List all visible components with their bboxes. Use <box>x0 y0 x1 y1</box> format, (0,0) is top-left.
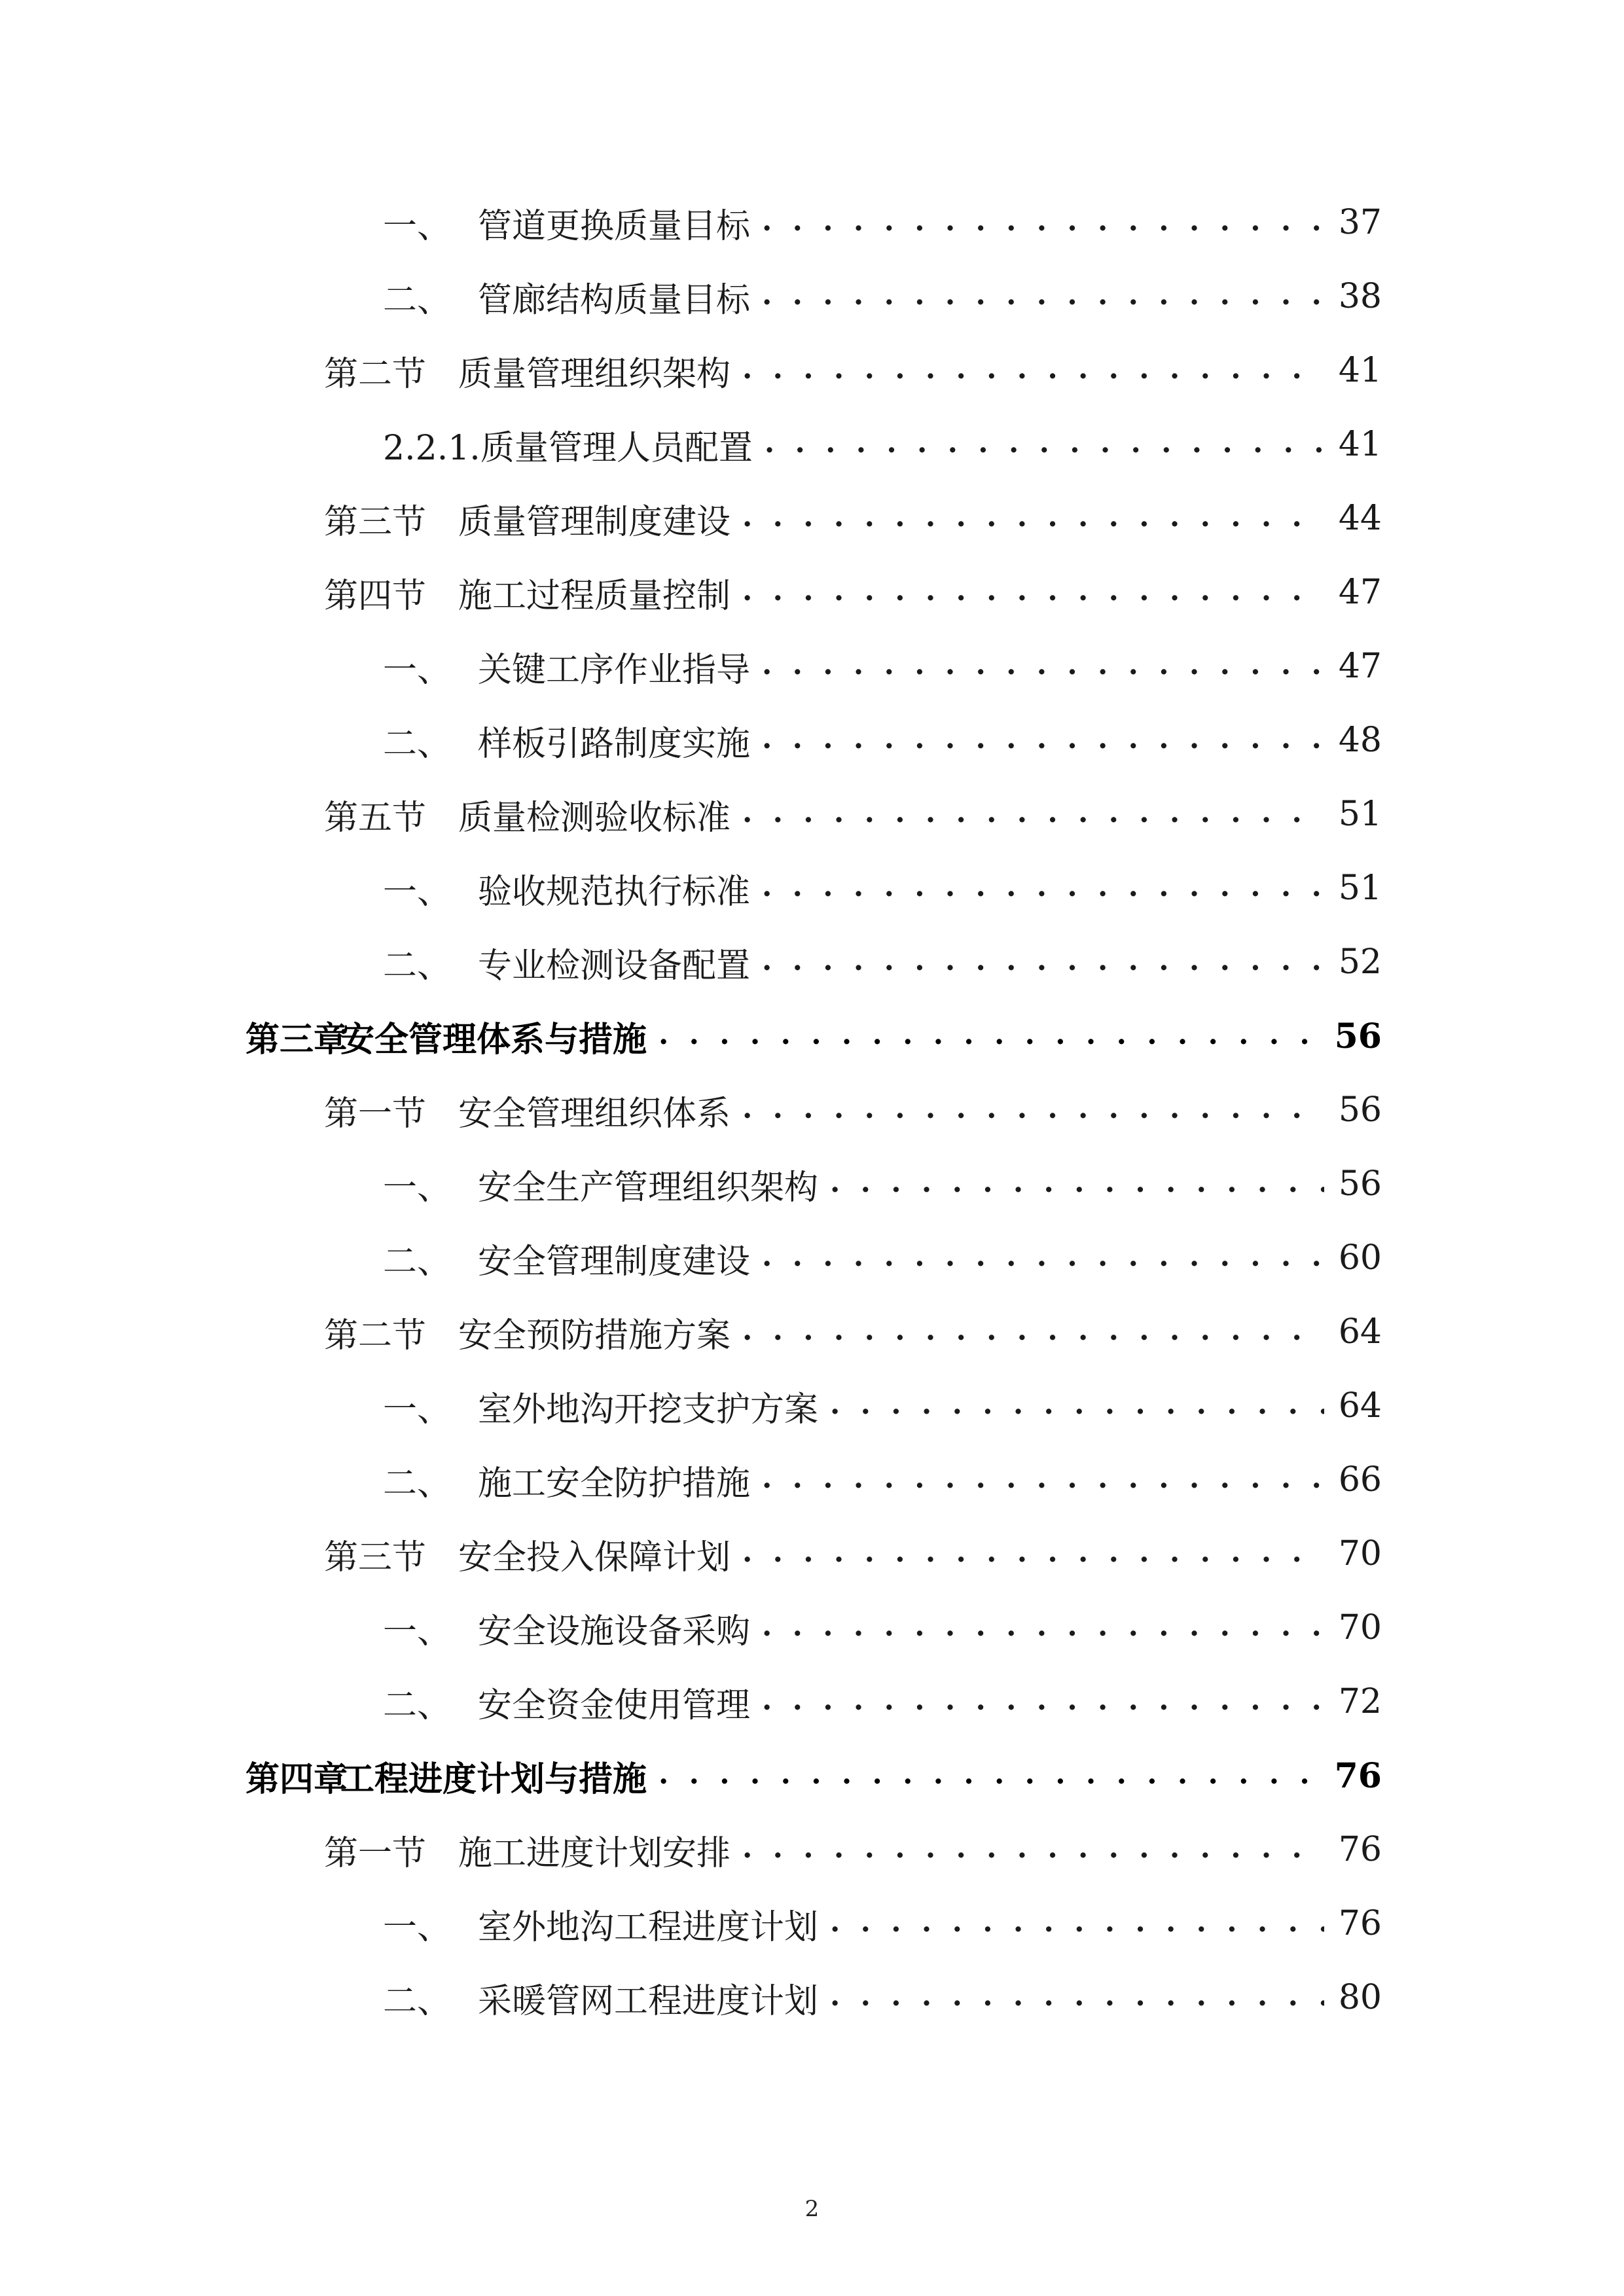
toc-entry[interactable] <box>383 193 1382 252</box>
toc-entry-page: 76 <box>1338 1830 1382 1869</box>
toc-entry[interactable] <box>383 1450 1382 1509</box>
toc-leader-dots <box>830 1164 1324 1204</box>
toc-entry-page: 37 <box>1338 203 1382 242</box>
toc-entry-number: 一、 <box>383 872 452 912</box>
toc-entry-title: 工程进度计划与措施 <box>340 1759 647 1799</box>
toc-entry-title: 施工进度计划安排 <box>458 1833 731 1873</box>
toc-entry-number: 第二节 <box>324 354 427 394</box>
toc-leader-dots <box>765 425 1324 464</box>
toc-entry-title: 管道更换质量目标 <box>478 206 751 246</box>
toc-leader-dots <box>830 1386 1324 1426</box>
toc-entry[interactable] <box>383 1968 1382 2027</box>
toc-leader-dots <box>742 1312 1324 1352</box>
toc-leader-dots <box>742 1830 1324 1869</box>
toc-leader-dots <box>762 203 1324 242</box>
toc-entry-number: 一、 <box>383 1390 452 1429</box>
toc-entry-title: 采暖管网工程进度计划 <box>478 1981 819 2021</box>
toc-entry-page: 76 <box>1334 1755 1382 1796</box>
toc-entry-title: 安全管理制度建设 <box>478 1242 751 1282</box>
toc-entry-title: 安全生产管理组织架构 <box>478 1168 819 1208</box>
toc-entry-title: 关键工序作业指导 <box>478 650 751 690</box>
toc-entry-page: 66 <box>1338 1460 1382 1499</box>
toc-entry[interactable] <box>383 1376 1382 1435</box>
toc-entry-number: 第四节 <box>324 576 427 616</box>
toc-chapter-entry[interactable] <box>245 1007 1382 1066</box>
toc-entry-page: 44 <box>1338 499 1382 538</box>
toc-entry-title: 安全资金使用管理 <box>478 1685 751 1725</box>
toc-entry-title: 施工过程质量控制 <box>458 576 731 616</box>
toc-entry-title: 质量检测验收标准 <box>458 798 731 838</box>
toc-leader-dots <box>742 351 1324 390</box>
toc-entry-number: 二、 <box>383 724 452 764</box>
toc-entry-number: 一、 <box>383 1907 452 1947</box>
toc-leader-dots <box>742 795 1324 834</box>
toc-entry-number: 第一节 <box>324 1094 427 1134</box>
toc-entry-number: 二、 <box>383 1685 452 1725</box>
toc-entry-title: 管廊结构质量目标 <box>478 280 751 320</box>
toc-entry-title: 安全投入保障计划 <box>458 1537 731 1577</box>
toc-entry-number: 第一节 <box>324 1833 427 1873</box>
toc-entry[interactable] <box>324 1081 1382 1139</box>
toc-entry-number: 第四章 <box>245 1759 348 1799</box>
toc-leader-dots <box>659 1756 1320 1795</box>
toc-entry[interactable] <box>324 341 1382 400</box>
toc-entry-title: 安全设施设备采购 <box>478 1611 751 1651</box>
toc-leader-dots <box>762 721 1324 760</box>
toc-entry-number: 第五节 <box>324 798 427 838</box>
toc-entry-number: 一、 <box>383 650 452 690</box>
toc-entry[interactable] <box>383 1894 1382 1953</box>
toc-entry[interactable] <box>383 711 1382 770</box>
toc-entry-page: 48 <box>1338 721 1382 760</box>
toc-entry-title: 施工安全防护措施 <box>478 1463 751 1503</box>
toc-entry[interactable] <box>324 1524 1382 1583</box>
toc-entry-number: 二、 <box>383 1463 452 1503</box>
toc-leader-dots <box>762 1682 1324 1721</box>
toc-entry-number: 第三章 <box>245 1019 348 1060</box>
toc-entry-page: 64 <box>1338 1312 1382 1352</box>
toc-leader-dots <box>742 1534 1324 1573</box>
toc-entry-title: 质量管理制度建设 <box>458 502 731 542</box>
toc-leader-dots <box>762 277 1324 316</box>
toc-entry[interactable] <box>324 785 1382 844</box>
toc-entry-page: 38 <box>1338 277 1382 316</box>
toc-leader-dots <box>742 573 1324 612</box>
toc-entry-number: 一、 <box>383 206 452 246</box>
toc-entry[interactable] <box>324 563 1382 622</box>
toc-entry[interactable] <box>383 1155 1382 1213</box>
toc-entry-title: 室外地沟开挖支护方案 <box>478 1390 819 1429</box>
toc-entry[interactable] <box>383 1598 1382 1657</box>
toc-entry-page: 51 <box>1338 795 1382 834</box>
toc-entry-page: 56 <box>1338 1090 1382 1130</box>
toc-leader-dots <box>742 499 1324 538</box>
toc-entry-title: 验收规范执行标准 <box>478 872 751 912</box>
toc-entry-page: 60 <box>1338 1238 1382 1278</box>
toc-leader-dots <box>762 1608 1324 1647</box>
toc-entry-page: 41 <box>1338 425 1382 464</box>
toc-entry-page: 52 <box>1338 942 1382 982</box>
toc-entry[interactable] <box>383 933 1382 992</box>
toc-entry[interactable] <box>383 1229 1382 1287</box>
toc-entry-page: 56 <box>1338 1164 1382 1204</box>
toc-entry[interactable] <box>383 415 1382 474</box>
toc-entry-title: 室外地沟工程进度计划 <box>478 1907 819 1947</box>
toc-entry-title: 安全管理体系与措施 <box>340 1019 647 1060</box>
toc-leader-dots <box>762 1238 1324 1278</box>
page-number: 2 <box>804 2196 820 2222</box>
toc-entry[interactable] <box>383 267 1382 326</box>
toc-entry-title: 专业检测设备配置 <box>478 946 751 986</box>
toc-entry[interactable] <box>383 637 1382 696</box>
toc-leader-dots <box>742 1090 1324 1130</box>
toc-entry[interactable] <box>324 1302 1382 1361</box>
toc-entry-number: 二、 <box>383 1981 452 2021</box>
toc-entry-number: 一、 <box>383 1168 452 1208</box>
toc-leader-dots <box>830 1904 1324 1943</box>
toc-entry-page: 70 <box>1338 1608 1382 1647</box>
toc-leader-dots <box>762 647 1324 686</box>
toc-entry-number: 二、 <box>383 280 452 320</box>
toc-chapter-entry[interactable] <box>245 1746 1382 1805</box>
toc-entry-title: 安全预防措施方案 <box>458 1316 731 1355</box>
toc-entry-page: 70 <box>1338 1534 1382 1573</box>
toc-leader-dots <box>659 1016 1320 1056</box>
toc-entry-title: 样板引路制度实施 <box>478 724 751 764</box>
toc-entry-page: 51 <box>1338 869 1382 908</box>
toc-entry-number: 二、 <box>383 946 452 986</box>
toc-entry-number: 第三节 <box>324 502 427 542</box>
toc-entry-page: 41 <box>1338 351 1382 390</box>
toc-entry[interactable] <box>383 859 1382 918</box>
toc-entry-page: 56 <box>1334 1016 1382 1056</box>
toc-entry-number: 第三节 <box>324 1537 427 1577</box>
toc-entry[interactable] <box>383 1672 1382 1731</box>
toc-entry-number: 二、 <box>383 1242 452 1282</box>
toc-leader-dots <box>762 942 1324 982</box>
toc-entry-number: 一、 <box>383 1611 452 1651</box>
toc-leader-dots <box>762 869 1324 908</box>
toc-entry[interactable] <box>324 1820 1382 1879</box>
toc-entry-page: 47 <box>1338 573 1382 612</box>
toc-entry-page: 76 <box>1338 1904 1382 1943</box>
toc-entry-title: 2.2.1.质量管理人员配置 <box>383 428 753 468</box>
toc-leader-dots <box>830 1978 1324 2017</box>
toc-entry-page: 64 <box>1338 1386 1382 1426</box>
toc-entry-title: 安全管理组织体系 <box>458 1094 731 1134</box>
toc-entry-page: 72 <box>1338 1682 1382 1721</box>
toc-entry[interactable] <box>324 489 1382 548</box>
toc-entry-title: 质量管理组织架构 <box>458 354 731 394</box>
toc-entry-page: 80 <box>1338 1978 1382 2017</box>
toc-entry-page: 47 <box>1338 647 1382 686</box>
toc-leader-dots <box>762 1460 1324 1499</box>
toc-entry-number: 第二节 <box>324 1316 427 1355</box>
